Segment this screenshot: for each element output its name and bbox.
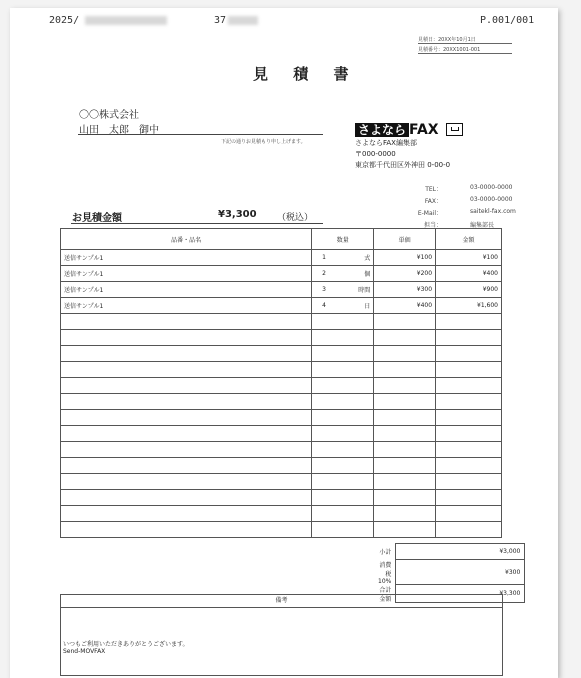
table-row bbox=[61, 394, 502, 410]
unit-price-cell bbox=[374, 410, 436, 426]
unit-cell bbox=[336, 474, 374, 490]
qty-cell bbox=[312, 474, 336, 490]
unit-price-cell: ¥400 bbox=[374, 298, 436, 314]
item-cell: 送信サンプル1 bbox=[61, 282, 312, 298]
table-row bbox=[61, 522, 502, 538]
item-cell bbox=[61, 426, 312, 442]
divider bbox=[418, 43, 512, 44]
fax-header-date: 2025/ bbox=[49, 15, 167, 26]
amount-cell bbox=[436, 394, 502, 410]
unit-price-cell: ¥100 bbox=[374, 250, 436, 266]
table-row bbox=[61, 250, 502, 266]
item-cell bbox=[61, 346, 312, 362]
qty-cell bbox=[312, 458, 336, 474]
unit-cell bbox=[336, 314, 374, 330]
item-cell bbox=[61, 522, 312, 538]
qty-cell bbox=[312, 426, 336, 442]
document-title: 見 積 書 bbox=[253, 65, 359, 83]
tax-label: 消費税 10% bbox=[378, 561, 392, 585]
items-table bbox=[60, 228, 502, 538]
table-row bbox=[61, 474, 502, 490]
unit-price-cell bbox=[374, 458, 436, 474]
amount-cell bbox=[436, 490, 502, 506]
contact-value-fax: 03-0000-0000 bbox=[470, 196, 513, 203]
item-cell bbox=[61, 394, 312, 410]
qty-cell bbox=[312, 490, 336, 506]
fax-machine-icon bbox=[446, 123, 463, 136]
divider bbox=[418, 53, 512, 54]
item-cell bbox=[61, 362, 312, 378]
client-underline bbox=[78, 134, 323, 135]
qty-cell: 3 bbox=[312, 282, 336, 298]
fax-page-number: P.001/001 bbox=[480, 15, 535, 26]
amount-cell: ¥900 bbox=[436, 282, 502, 298]
unit-cell: 式 bbox=[336, 250, 374, 266]
qty-cell bbox=[312, 506, 336, 522]
unit-cell: 時間 bbox=[336, 282, 374, 298]
unit-cell: 個 bbox=[336, 266, 374, 282]
remarks-line-1: いつもご利用いただきありがとうございます。 bbox=[63, 641, 189, 648]
issuer-postal: 〒000-0000 bbox=[355, 150, 396, 158]
subtotal-value: ¥3,000 bbox=[396, 544, 525, 560]
subtotal-label: 小計 bbox=[379, 549, 392, 556]
item-cell bbox=[61, 490, 312, 506]
unit-price-cell bbox=[374, 506, 436, 522]
amount-cell bbox=[436, 410, 502, 426]
unit-price-cell bbox=[374, 394, 436, 410]
unit-price-cell: ¥200 bbox=[374, 266, 436, 282]
unit-price-cell bbox=[374, 378, 436, 394]
amount-cell bbox=[436, 362, 502, 378]
item-cell bbox=[61, 410, 312, 426]
table-row bbox=[61, 458, 502, 474]
unit-cell bbox=[336, 362, 374, 378]
contact-value-tel: 03-0000-0000 bbox=[470, 184, 513, 191]
header-amount: 金額 bbox=[436, 229, 502, 250]
item-cell bbox=[61, 506, 312, 522]
amount-cell bbox=[436, 346, 502, 362]
redacted-block bbox=[85, 16, 167, 25]
unit-cell bbox=[336, 458, 374, 474]
grand-total-label: 合計金額 bbox=[379, 586, 392, 603]
qty-cell bbox=[312, 522, 336, 538]
unit-price-cell bbox=[374, 426, 436, 442]
contact-value-person: 編集部長 bbox=[470, 222, 495, 229]
unit-price-cell bbox=[374, 490, 436, 506]
item-cell bbox=[61, 378, 312, 394]
table-header-row bbox=[61, 229, 502, 250]
logo-text: FAX bbox=[409, 122, 439, 138]
qty-cell: 2 bbox=[312, 266, 336, 282]
table-row bbox=[61, 314, 502, 330]
item-cell bbox=[61, 330, 312, 346]
table-row bbox=[61, 442, 502, 458]
contact-label-email: E-Mail： bbox=[417, 210, 442, 217]
qty-cell bbox=[312, 394, 336, 410]
unit-cell bbox=[336, 346, 374, 362]
unit-price-cell bbox=[374, 346, 436, 362]
unit-cell bbox=[336, 426, 374, 442]
header-qty: 数量 bbox=[312, 229, 374, 250]
table-row bbox=[61, 362, 502, 378]
contact-label-person: 担当： bbox=[423, 222, 442, 229]
amount-cell bbox=[436, 314, 502, 330]
amount-cell bbox=[436, 330, 502, 346]
qty-cell bbox=[312, 314, 336, 330]
issuer-name: さよならFAX編集部 bbox=[355, 139, 417, 147]
qty-cell bbox=[312, 410, 336, 426]
issue-date: 見積日：20XX年10月1日 bbox=[418, 37, 476, 43]
qty-cell: 4 bbox=[312, 298, 336, 314]
unit-price-cell bbox=[374, 442, 436, 458]
item-cell bbox=[61, 458, 312, 474]
amount-tax-note: （税込） bbox=[277, 213, 314, 223]
amount-cell bbox=[436, 426, 502, 442]
amount-cell bbox=[436, 378, 502, 394]
qty-cell bbox=[312, 330, 336, 346]
item-cell bbox=[61, 442, 312, 458]
unit-price-cell: ¥300 bbox=[374, 282, 436, 298]
unit-price-cell bbox=[374, 474, 436, 490]
grand-total-value: ¥3,300 bbox=[396, 585, 525, 603]
amount-cell bbox=[436, 442, 502, 458]
header-unit-price: 単価 bbox=[374, 229, 436, 250]
unit-price-cell bbox=[374, 330, 436, 346]
qty-cell bbox=[312, 378, 336, 394]
totals-row bbox=[374, 544, 525, 560]
qty-cell bbox=[312, 362, 336, 378]
unit-cell bbox=[336, 394, 374, 410]
contact-value-email: saitekl-fax.com bbox=[470, 208, 516, 215]
amount-cell: ¥100 bbox=[436, 250, 502, 266]
estimate-number: 見積番号：20XX1001-001 bbox=[418, 47, 481, 53]
item-cell bbox=[61, 474, 312, 490]
estimate-note: 下記の通りお見積もり申し上げます。 bbox=[221, 139, 306, 145]
unit-cell bbox=[336, 506, 374, 522]
unit-cell: 日 bbox=[336, 298, 374, 314]
amount-cell: ¥400 bbox=[436, 266, 502, 282]
item-cell: 送信サンプル1 bbox=[61, 266, 312, 282]
contact-label-fax: FAX： bbox=[424, 198, 442, 205]
qty-cell bbox=[312, 346, 336, 362]
unit-cell bbox=[336, 410, 374, 426]
amount-cell: ¥1,600 bbox=[436, 298, 502, 314]
client-person: 山田 太郎 御中 bbox=[79, 125, 159, 136]
tax-value: ¥300 bbox=[396, 560, 525, 585]
qty-cell: 1 bbox=[312, 250, 336, 266]
unit-cell bbox=[336, 330, 374, 346]
item-cell: 送信サンプル1 bbox=[61, 250, 312, 266]
table-row bbox=[61, 378, 502, 394]
logo-mark: さよなら bbox=[355, 123, 409, 137]
item-cell bbox=[61, 314, 312, 330]
amount-cell bbox=[436, 522, 502, 538]
table-row bbox=[61, 346, 502, 362]
table-row bbox=[61, 410, 502, 426]
table-row bbox=[61, 506, 502, 522]
unit-price-cell bbox=[374, 522, 436, 538]
issuer-address: 東京都千代田区外神田 0-00-0 bbox=[355, 161, 451, 169]
table-row bbox=[61, 266, 502, 282]
redacted-block bbox=[228, 16, 258, 25]
table-row bbox=[61, 282, 502, 298]
unit-cell bbox=[336, 442, 374, 458]
client-company: 〇〇株式会社 bbox=[79, 110, 139, 121]
amount-cell bbox=[436, 506, 502, 522]
remarks-box bbox=[60, 594, 503, 676]
remarks-line-2: Send-MOVFAX bbox=[63, 648, 106, 655]
table-row bbox=[61, 426, 502, 442]
table-row bbox=[61, 330, 502, 346]
amount-value: ¥3,300 bbox=[218, 209, 257, 220]
unit-cell bbox=[336, 378, 374, 394]
header-item: 品番・品名 bbox=[61, 229, 312, 250]
amount-cell bbox=[436, 458, 502, 474]
unit-price-cell bbox=[374, 314, 436, 330]
table-row bbox=[61, 490, 502, 506]
unit-cell bbox=[336, 490, 374, 506]
fax-header-number: 37 bbox=[214, 15, 258, 26]
contact-label-tel: TEL： bbox=[425, 186, 442, 193]
table-row bbox=[61, 298, 502, 314]
company-logo bbox=[355, 119, 463, 138]
item-cell: 送信サンプル1 bbox=[61, 298, 312, 314]
amount-cell bbox=[436, 474, 502, 490]
amount-label: お見積金額 bbox=[72, 213, 122, 224]
totals-row bbox=[374, 560, 525, 585]
remarks-title: 備考 bbox=[61, 595, 502, 608]
qty-cell bbox=[312, 442, 336, 458]
amount-underline bbox=[71, 223, 323, 224]
unit-price-cell bbox=[374, 362, 436, 378]
unit-cell bbox=[336, 522, 374, 538]
